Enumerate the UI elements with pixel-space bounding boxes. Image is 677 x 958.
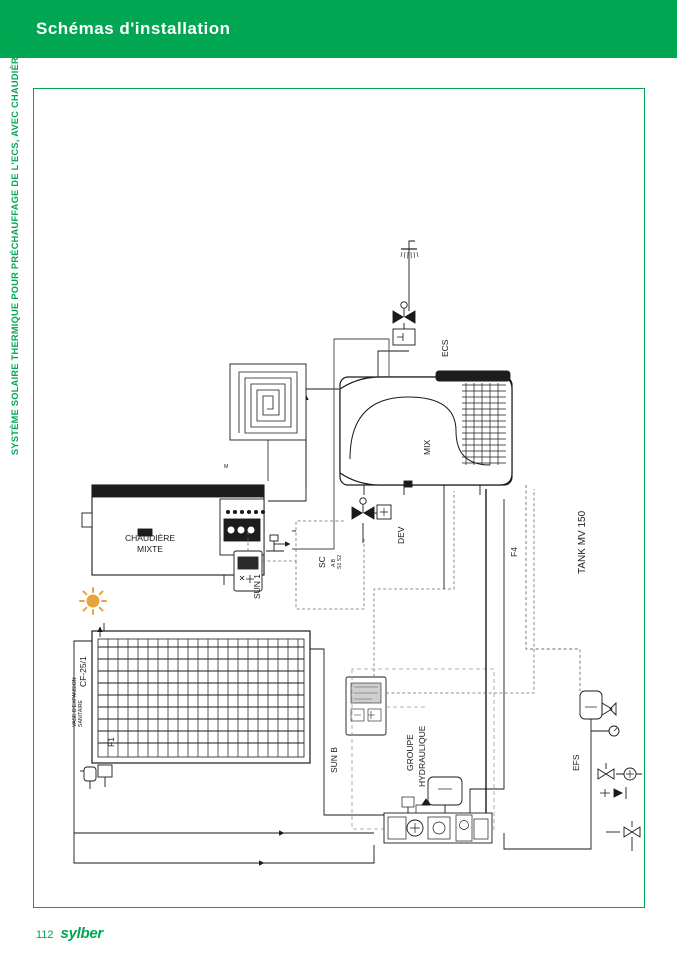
label-sc: SC — [317, 556, 327, 568]
dev-valve — [352, 498, 391, 543]
label-groupe-line1: GROUPE — [405, 734, 415, 771]
label-sc-terminals-2: S1 S2 — [337, 554, 343, 569]
installation-schematic — [34, 89, 646, 909]
mix-valve — [393, 302, 415, 345]
sc-sensor — [266, 535, 284, 551]
label-sc-terminals-1: A B — [331, 558, 337, 567]
sun-icon — [80, 588, 106, 614]
label-sunb: SUN B — [329, 747, 339, 773]
label-mix: MIX — [422, 439, 432, 455]
page-title: Schémas d'installation — [36, 19, 231, 38]
label-f1: F1 — [106, 737, 116, 747]
page-footer — [36, 925, 103, 942]
label-ecs: ECS — [440, 339, 450, 357]
label-f4: F4 — [509, 547, 519, 557]
label-boiler-line2: MIXTE — [137, 544, 163, 554]
schematic-vector — [34, 89, 646, 909]
brand-logo: sylber — [60, 925, 103, 942]
storage-tank — [340, 371, 512, 495]
label-vase-line1: VASE D'EXPANSION — [72, 677, 78, 727]
solar-collector — [92, 631, 310, 763]
diagram-frame — [33, 88, 645, 908]
terminal-label-0: M — [224, 464, 229, 470]
label-groupe-line2: HYDRAULIQUE — [417, 725, 427, 787]
section-side-label: SYSTÈME SOLAIRE THERMIQUE POUR PRÉCHAUFFAGE DE L'ECS, AVEC CHAUDIÈRE MIXTE — [10, 18, 20, 455]
expansion-vessel-sanitary — [84, 767, 96, 789]
label-vase-line2: SANITAIRE — [78, 700, 84, 727]
ecs-outlet-symbol — [401, 241, 418, 261]
page-number: 112 — [36, 929, 54, 941]
label-collector: CF-25/1 — [78, 656, 88, 687]
label-boiler-line1: CHAUDIÈRE — [125, 533, 176, 543]
label-sun1: SUN 1 — [252, 573, 262, 599]
page-header — [0, 0, 677, 58]
label-tank: TANK MV 150 — [577, 510, 588, 574]
radiant-floor-circuit — [230, 364, 306, 440]
label-dev: DEV — [396, 526, 406, 544]
label-efs: EFS — [571, 754, 581, 771]
hydraulic-group — [384, 777, 492, 843]
cold-water-inlet-line — [580, 691, 642, 851]
